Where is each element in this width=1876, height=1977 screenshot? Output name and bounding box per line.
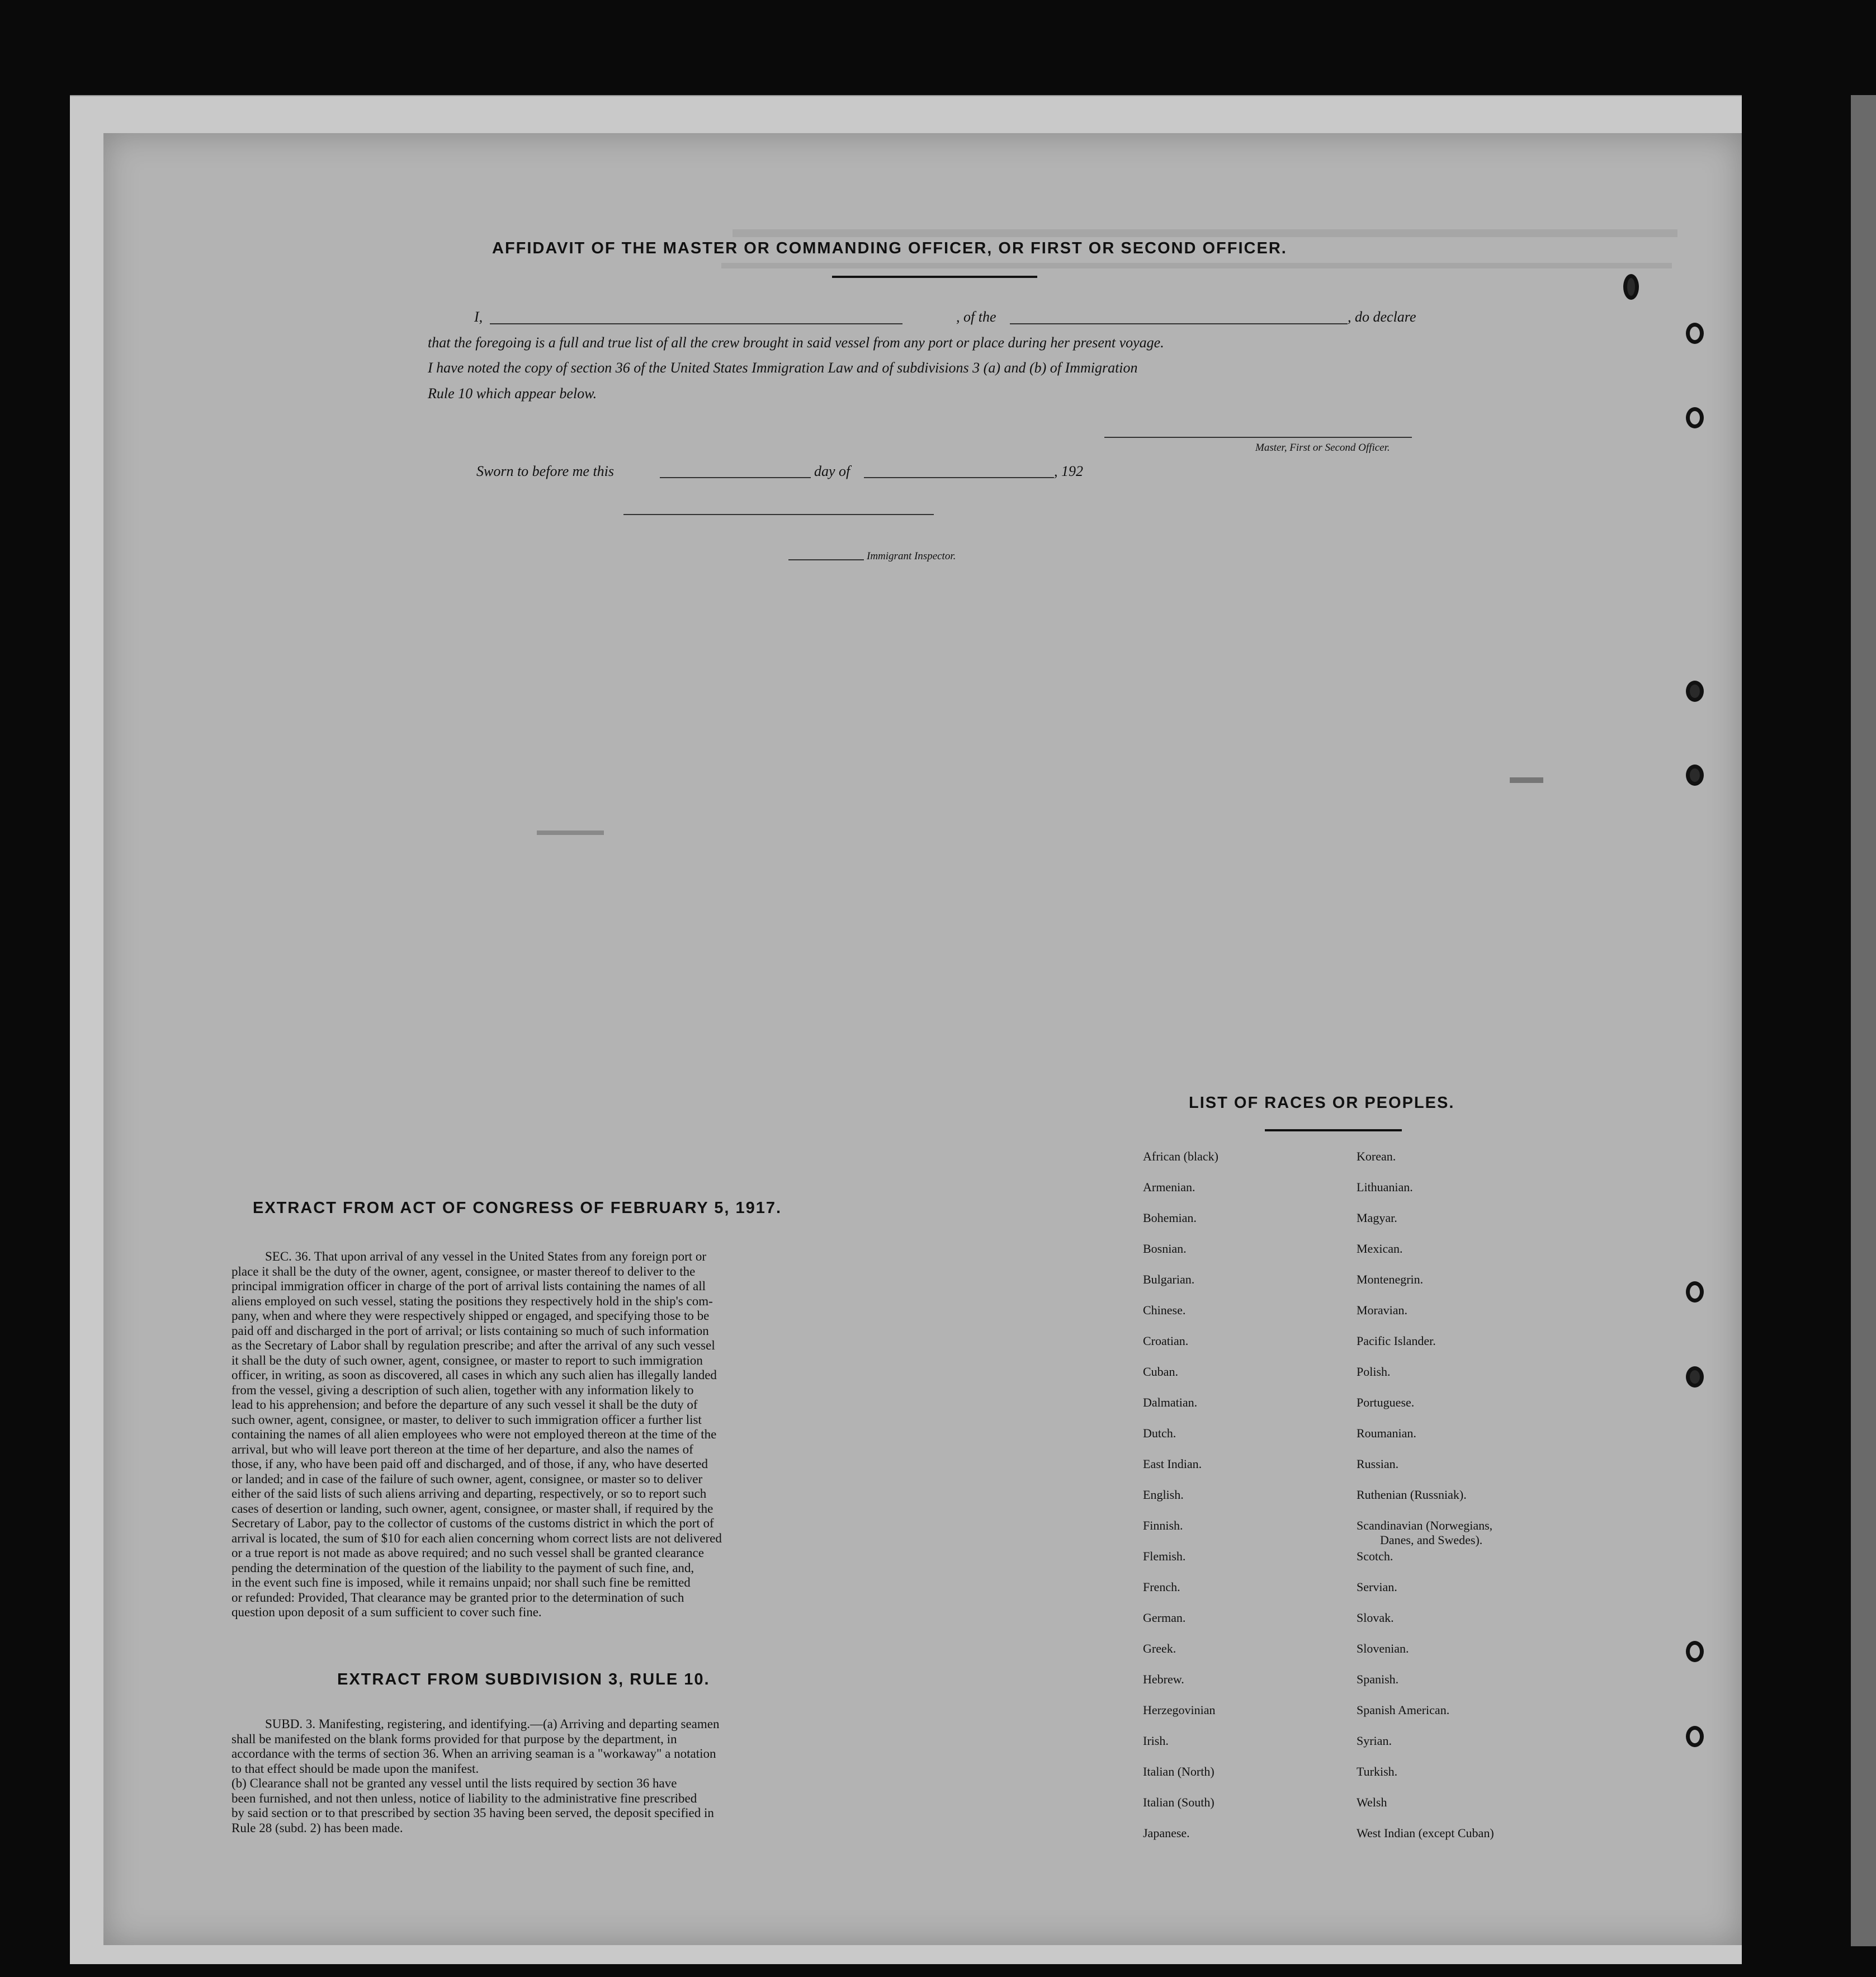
race-item: East Indian.	[1143, 1457, 1202, 1471]
race-item: French.	[1143, 1580, 1180, 1594]
race-item: Chinese.	[1143, 1303, 1186, 1317]
race-item: Moravian.	[1357, 1303, 1408, 1317]
paragraph-line: SEC. 36. That upon arrival of any vessel in the United States from any foreign port or	[265, 1249, 707, 1263]
paragraph-line: lead to his apprehension; and before the departure of any such vessel it shall be the duty of	[231, 1398, 698, 1412]
name-blank-line[interactable]	[490, 323, 902, 324]
race-item-continuation: Danes, and Swedes).	[1380, 1533, 1483, 1547]
next-page-edge	[1851, 95, 1876, 1946]
race-item: Spanish American.	[1357, 1703, 1450, 1717]
race-item: Hebrew.	[1143, 1672, 1184, 1686]
race-item: Turkish.	[1357, 1764, 1398, 1778]
declaration-statement: I have noted the copy of section 36 of the United States Immigration Law and of subdivisions 3 (a) and (b) of Immigration	[428, 360, 1138, 376]
race-item: Bosnian.	[1143, 1242, 1187, 1256]
paragraph-line: or a true report is not made as above required; and no such vessel shall be granted clearance	[231, 1546, 704, 1560]
punch-hole	[1686, 1281, 1704, 1303]
paragraph-line: shall be manifested on the blank forms provided for that purpose by the department, in	[231, 1731, 677, 1746]
punch-hole	[1686, 765, 1704, 786]
race-item: West Indian (except Cuban)	[1357, 1826, 1494, 1840]
punch-hole	[1686, 407, 1704, 428]
race-item: Italian (North)	[1143, 1764, 1215, 1778]
declaration-statement: Rule 10 which appear below.	[428, 385, 597, 402]
punch-hole	[1623, 274, 1639, 300]
races-title-rule	[1265, 1129, 1402, 1131]
race-item: Magyar.	[1357, 1211, 1397, 1225]
paragraph-line: Secretary of Labor, pay to the collector of customs of the customs district in which the port of	[231, 1516, 714, 1530]
inspector-short-line	[788, 559, 864, 560]
race-item: Lithuanian.	[1357, 1180, 1413, 1194]
declaration-i: I,	[474, 309, 483, 325]
race-item: Spanish.	[1357, 1672, 1399, 1686]
bleed-through	[721, 263, 1672, 268]
sworn-month-line[interactable]	[864, 477, 1054, 478]
paragraph-line: question upon deposit of a sum sufficient to cover such fine.	[231, 1605, 542, 1619]
race-item: Scotch.	[1357, 1549, 1393, 1563]
race-item: Dalmatian.	[1143, 1395, 1198, 1409]
race-item: Welsh	[1357, 1795, 1387, 1809]
race-item: African (black)	[1143, 1149, 1218, 1163]
declaration-do-declare: , do declare	[1348, 309, 1416, 325]
paragraph-line: or refunded: Provided, That clearance may be granted prior to the determination of such	[231, 1590, 684, 1605]
paragraph-line: containing the names of all alien employees who were not employed thereon at the time of the	[231, 1427, 717, 1441]
race-item: Mexican.	[1357, 1242, 1403, 1256]
paragraph-line: from the vessel, giving a description of such alien, together with any information likely to	[231, 1383, 694, 1397]
rule-extract-title: EXTRACT FROM SUBDIVISION 3, RULE 10.	[337, 1671, 710, 1688]
paragraph-line: officer, in writing, as soon as discovered, all cases in which any such alien has illegally landed	[231, 1368, 717, 1382]
races-left-column	[1143, 1150, 1218, 1858]
race-item: Servian.	[1357, 1580, 1397, 1594]
affidavit-title-rule	[832, 276, 1037, 278]
race-item: Bohemian.	[1143, 1211, 1197, 1225]
rule-extract-body	[231, 1717, 858, 1836]
sworn-date-line[interactable]	[660, 477, 811, 478]
race-item: Montenegrin.	[1357, 1272, 1424, 1286]
vessel-blank-line[interactable]	[1010, 323, 1348, 324]
race-item: Bulgarian.	[1143, 1272, 1195, 1286]
paragraph-line: cases of desertion or landing, such owner, agent, consignee, or master shall, if required by the	[231, 1501, 713, 1516]
race-item: Ruthenian (Russniak).	[1357, 1488, 1467, 1502]
race-item: German.	[1143, 1611, 1186, 1625]
race-item: Korean.	[1357, 1149, 1396, 1163]
declaration-of-the: , of the	[956, 309, 996, 325]
race-item: Finnish.	[1143, 1518, 1183, 1532]
punch-hole	[1686, 681, 1704, 702]
race-item: English.	[1143, 1488, 1184, 1502]
race-item: Japanese.	[1143, 1826, 1190, 1840]
paragraph-line: arrival is located, the sum of $10 for each alien concerning whom correct lists are not delivered	[231, 1531, 722, 1545]
race-item: Cuban.	[1143, 1365, 1178, 1379]
race-item: Polish.	[1357, 1365, 1391, 1379]
paragraph-line: pending the determination of the question of the liability to the payment of such fine, and,	[231, 1560, 694, 1575]
paragraph-line: it shall be the duty of such owner, agent, consignee, or master to report to such immigration	[231, 1353, 703, 1367]
act-extract-title: EXTRACT FROM ACT OF CONGRESS OF FEBRUARY 5, 1917.	[253, 1199, 782, 1217]
race-item: Slovak.	[1357, 1611, 1394, 1625]
paragraph-line: pany, when and where they were respectively shipped or engaged, and specifying those to be	[231, 1309, 710, 1323]
paragraph-line: arrival, but who will leave port thereon at the time of her departure, and also the names of	[231, 1442, 693, 1456]
punch-hole	[1686, 1726, 1704, 1747]
officer-signature-caption: Master, First or Second Officer.	[1255, 442, 1390, 454]
paragraph-line: been furnished, and not then unless, notice of liability to the administrative fine prescribed	[231, 1791, 697, 1805]
paragraph-line: as the Secretary of Labor shall by regulation prescribe; and after the arrival of any such vessel	[231, 1338, 715, 1352]
inspector-signature-line[interactable]	[623, 514, 934, 515]
paragraph-line: (b) Clearance shall not be granted any vessel until the lists required by section 36 have	[231, 1776, 677, 1790]
races-title: LIST OF RACES OR PEOPLES.	[1189, 1094, 1455, 1112]
paragraph-line: aliens employed on such vessel, stating the positions they respectively hold in the ship's com-	[231, 1294, 713, 1308]
race-item: Roumanian.	[1357, 1426, 1416, 1440]
race-item: Russian.	[1357, 1457, 1399, 1471]
sworn-day-of: day of	[814, 463, 850, 479]
bleed-through	[1510, 777, 1543, 783]
sworn-year: , 192	[1054, 463, 1083, 479]
race-item: Portuguese.	[1357, 1395, 1415, 1409]
paragraph-line: those, if any, who have been paid off and discharged, and of those, if any, who have deserted	[231, 1457, 708, 1471]
race-item: Herzegovinian	[1143, 1703, 1216, 1717]
inspector-caption: Immigrant Inspector.	[867, 550, 956, 562]
race-item: Syrian.	[1357, 1734, 1392, 1748]
paragraph-line: either of the said lists of such aliens arriving and departing, respectively, or so to report such	[231, 1487, 707, 1501]
officer-signature-line[interactable]	[1104, 437, 1412, 438]
affidavit-title: AFFIDAVIT OF THE MASTER OR COMMANDING OFFICER, OR FIRST OR SECOND OFFICER.	[492, 239, 1287, 257]
race-item: Armenian.	[1143, 1180, 1195, 1194]
paragraph-line: SUBD. 3. Manifesting, registering, and identifying.—(a) Arriving and departing seamen	[265, 1717, 720, 1731]
race-item: Irish.	[1143, 1734, 1169, 1748]
race-item: Dutch.	[1143, 1426, 1176, 1440]
races-right-column	[1357, 1150, 1494, 1858]
race-item: Slovenian.	[1357, 1641, 1409, 1655]
race-item: Pacific Islander.	[1357, 1334, 1436, 1348]
sworn-prefix: Sworn to before me this	[476, 463, 615, 479]
paragraph-line: in the event such fine is imposed, while it remains unpaid; nor shall such fine be remitted	[231, 1575, 691, 1589]
punch-hole	[1686, 323, 1704, 344]
race-item: Scandinavian (Norwegians,	[1357, 1518, 1493, 1532]
paragraph-line: or landed; and in case of the failure of such owner, agent, consignee, or master so to deliver	[231, 1471, 703, 1486]
paragraph-line: by said section or to that prescribed by section 35 having been served, the deposit specified in	[231, 1806, 714, 1820]
paragraph-line: paid off and discharged in the port of arrival; or lists containing so much of such information	[231, 1323, 709, 1338]
act-extract-body	[231, 1249, 858, 1620]
paragraph-line: principal immigration officer in charge of the port of arrival lists containing the names of all	[231, 1279, 706, 1293]
bleed-through	[537, 831, 604, 835]
punch-hole	[1686, 1366, 1704, 1388]
bleed-through	[733, 229, 1677, 237]
punch-hole	[1686, 1641, 1704, 1662]
paragraph-line: accordance with the terms of section 36. When an arriving seaman is a "workaway" a notation	[231, 1747, 716, 1761]
race-item: Croatian.	[1143, 1334, 1189, 1348]
paragraph-line: to that effect should be made upon the manifest.	[231, 1761, 479, 1776]
paragraph-line: such owner, agent, consignee, or master, to deliver to such immigration officer a further list	[231, 1412, 702, 1427]
paragraph-line: place it shall be the duty of the owner, agent, consignee, or master thereof to deliver to the	[231, 1264, 696, 1278]
paragraph-line: Rule 28 (subd. 2) has been made.	[231, 1820, 403, 1835]
race-item: Italian (South)	[1143, 1795, 1215, 1809]
race-item: Greek.	[1143, 1641, 1176, 1655]
race-item: Flemish.	[1143, 1549, 1186, 1563]
declaration-statement: that the foregoing is a full and true list of all the crew brought in said vessel from any port or place during her present voyage.	[428, 334, 1164, 351]
